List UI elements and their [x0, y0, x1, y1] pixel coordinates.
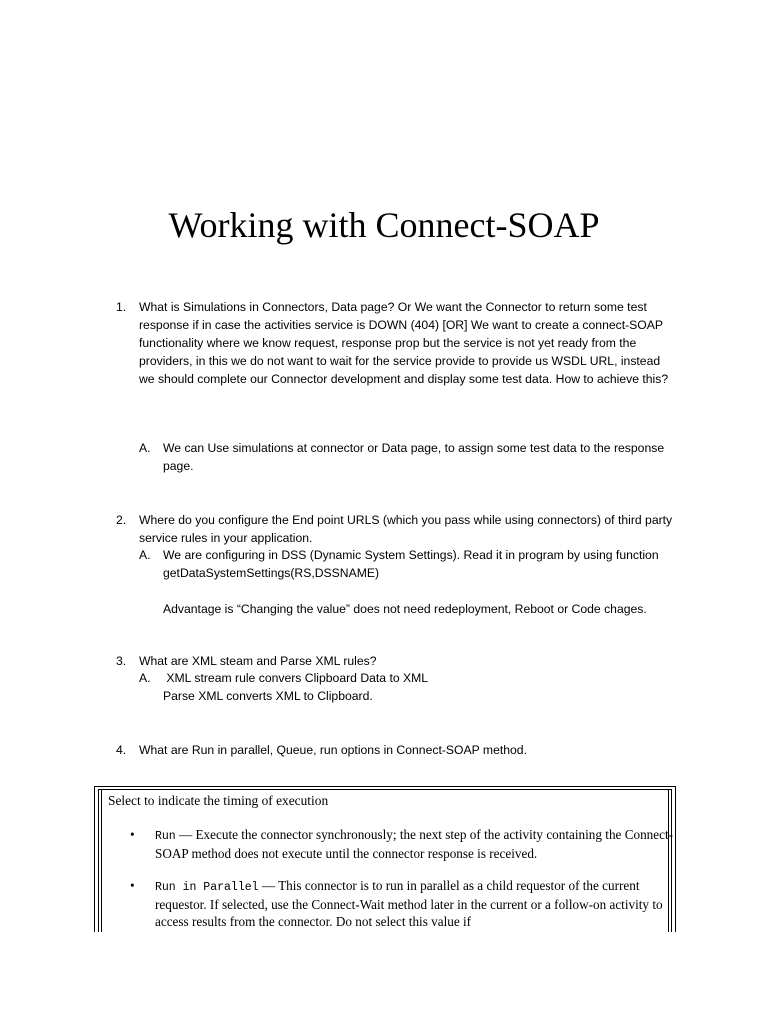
question-number: 3. [116, 654, 127, 668]
question-text: What are XML steam and Parse XML rules? [139, 654, 377, 668]
answer-1 [139, 439, 679, 475]
option-description: — Execute the connector synchronously; the next step of the activity containing the Connect-SOAP method does not execute until the connector response is received. [155, 827, 674, 861]
option-code: Run [155, 830, 176, 843]
question-number: 2. [116, 513, 127, 527]
answer-3 [139, 669, 679, 705]
excerpt-heading: Select to indicate the timing of execution [108, 793, 329, 808]
question-1 [116, 298, 676, 388]
answer-letter: A. [139, 671, 151, 685]
question-2 [116, 511, 676, 547]
answer-text: We are configuring in DSS (Dynamic System Settings). Read it in program by using function getDataSystemSettings(RS,DSSNAME) [163, 548, 659, 580]
question-number: 4. [116, 743, 127, 757]
list-item [130, 826, 675, 862]
question-text: What is Simulations in Connectors, Data page? Or We want the Connector to return some test response if in case the activities service is DOWN (404) [OR] We want to create a connect-SOAP functionality where we know request, response prop but the service is not yet ready from the providers, in this we do not want to wait for the service provide to provide us WSDL URL, instead we should complete our Connector development and display some test data. How to achieve this? [139, 300, 669, 386]
list-item [130, 877, 675, 930]
answer-text-line-1: XML stream rule convers Clipboard Data to XML [163, 671, 429, 685]
bullet-icon: • [130, 878, 135, 893]
question-text: Where do you configure the End point URLS (which you pass while using connectors) of third party service rules in your application. [139, 513, 673, 545]
answer-letter: A. [139, 548, 151, 562]
question-3 [116, 652, 676, 670]
advantage-text: Advantage is “Changing the value” does not need redeployment, Reboot or Code chages. [163, 602, 647, 616]
question-4 [116, 741, 676, 759]
page-title: Working with Connect-SOAP [168, 205, 600, 245]
bullet-icon: • [130, 827, 135, 842]
option-description: — This connector is to run in parallel as a child requestor of the current requestor. If selected, use the Connect-Wait method later in the current or a follow-on activity to access results from the connector. Do not select this value if [155, 878, 663, 929]
answer-2 [139, 546, 679, 618]
answer-letter: A. [139, 441, 151, 455]
question-number: 1. [116, 300, 127, 314]
answer-text-line-2: Parse XML converts XML to Clipboard. [163, 689, 373, 703]
question-text: What are Run in parallel, Queue, run options in Connect-SOAP method. [139, 743, 527, 757]
answer-text: We can Use simulations at connector or Data page, to assign some test data to the response page. [163, 441, 665, 473]
option-code: Run in Parallel [155, 881, 259, 894]
